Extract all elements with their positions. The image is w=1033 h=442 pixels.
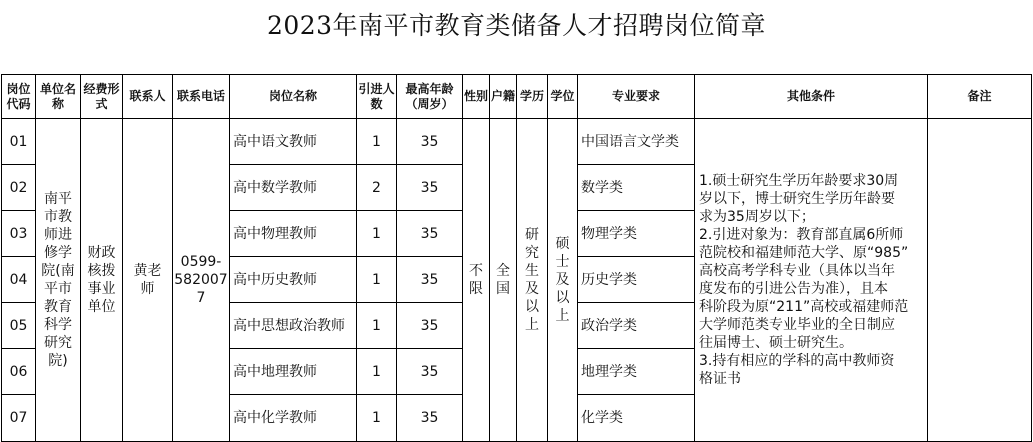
cell-unit (36, 119, 81, 442)
cell-age: 35 (397, 257, 463, 303)
unit-text: 院(南 (41, 263, 75, 279)
cell-count: 1 (357, 349, 397, 395)
unit-text: 科学 (44, 317, 72, 333)
cell-major: 中国语言文学类 (578, 119, 695, 165)
cell-funding (81, 119, 123, 442)
cell-age: 35 (397, 165, 463, 211)
header-other: 其他条件 (695, 75, 928, 119)
cell-age: 35 (397, 211, 463, 257)
cell-education (517, 119, 548, 442)
header-position: 岗位名称 (230, 75, 357, 119)
header-contact: 联系人 (123, 75, 173, 119)
condition-line: 大学师范类专业毕业的全日制应 (699, 317, 895, 333)
unit-text: 教育 (44, 299, 72, 315)
degree-text: 士 (555, 254, 570, 270)
cell-position: 高中语文教师 (230, 119, 357, 165)
header-unit: 单位名称 (36, 75, 81, 119)
education-text: 上 (525, 317, 539, 333)
phone-text: 582007 (174, 272, 228, 288)
cell-gender (463, 119, 490, 442)
unit-text: 南平 (44, 191, 72, 207)
cell-phone (173, 119, 230, 442)
cell-count: 1 (357, 303, 397, 349)
phone-text: 0599- (180, 254, 222, 270)
header-degree: 学位 (548, 75, 578, 119)
header-gender: 性别 (463, 75, 490, 119)
header-remark: 备注 (928, 75, 1032, 119)
header-major: 专业要求 (578, 75, 695, 119)
education-text: 及 (525, 281, 539, 297)
degree-text: 及 (555, 272, 570, 288)
cell-position: 高中物理教师 (230, 211, 357, 257)
education-text: 以 (525, 299, 539, 315)
cell-major: 历史学类 (578, 257, 695, 303)
cell-count: 1 (357, 119, 397, 165)
cell-position: 高中思想政治教师 (230, 303, 357, 349)
header-funding: 经费形式 (81, 75, 123, 119)
condition-line: 岁以下，博士研究生学历年龄要 (699, 191, 895, 207)
condition-line: 3.持有相应的学科的高中教师资 (699, 353, 895, 369)
education-text: 生 (525, 263, 539, 279)
gender-text: 限 (469, 281, 483, 297)
cell-remark (928, 119, 1032, 442)
cell-code: 07 (2, 395, 36, 442)
unit-text: 院) (48, 353, 68, 369)
education-text: 研 (525, 227, 539, 243)
cell-degree (548, 119, 578, 442)
cell-major: 化学类 (578, 395, 695, 442)
header-code: 岗位代码 (2, 75, 36, 119)
header-education: 学历 (517, 75, 548, 119)
unit-text: 修学 (44, 245, 72, 261)
contact-text: 师 (140, 281, 155, 297)
unit-text: 市教 (44, 209, 72, 225)
condition-line: 2.引进对象为：教育部直属6所师 (699, 227, 904, 243)
cell-code: 05 (2, 303, 36, 349)
cell-position: 高中地理教师 (230, 349, 357, 395)
cell-position: 高中数学教师 (230, 165, 357, 211)
phone-text: 7 (196, 290, 206, 306)
cell-other-conditions (695, 119, 928, 442)
condition-line: 格证书 (699, 371, 741, 387)
page-title: 2023年南平市教育类储备人才招聘岗位简章 (266, 11, 767, 40)
cell-major: 数学类 (578, 165, 695, 211)
cell-age: 35 (397, 395, 463, 442)
cell-major: 地理学类 (578, 349, 695, 395)
cell-count: 1 (357, 395, 397, 442)
contact-text: 黄老 (133, 263, 162, 279)
cell-contact (123, 119, 173, 442)
cell-age: 35 (397, 349, 463, 395)
header-hukou: 户籍 (490, 75, 517, 119)
cell-code: 03 (2, 211, 36, 257)
recruitment-table (1, 74, 1032, 442)
header-row (2, 75, 1032, 119)
degree-text: 以 (555, 290, 570, 306)
cell-code: 02 (2, 165, 36, 211)
unit-text: 平市 (44, 281, 72, 297)
cell-major: 物理学类 (578, 211, 695, 257)
condition-line: 求为35周岁以下； (699, 209, 815, 225)
degree-text: 硕 (555, 236, 570, 252)
cell-hukou (490, 119, 517, 442)
condition-line: 范院校和福建师范大学、原“985” (699, 245, 909, 261)
cell-code: 01 (2, 119, 36, 165)
cell-position: 高中历史教师 (230, 257, 357, 303)
table-row (2, 119, 1032, 165)
degree-text: 上 (555, 308, 570, 324)
cell-code: 06 (2, 349, 36, 395)
condition-line: 度发布的引进公告为准），且本 (699, 281, 888, 297)
cell-position: 高中化学教师 (230, 395, 357, 442)
header-phone: 联系电话 (173, 75, 230, 119)
header-age: 最高年龄（周岁） (397, 75, 463, 119)
unit-text: 研究 (44, 335, 72, 351)
cell-count: 1 (357, 257, 397, 303)
condition-line: 往届博士、硕士研究生。 (699, 335, 853, 351)
condition-line: 高校高考学科专业（具体以当年 (699, 263, 895, 279)
condition-line: 科阶段为原“211”高校或福建师范 (699, 299, 909, 315)
funding-text: 事业 (87, 281, 116, 297)
cell-age: 35 (397, 119, 463, 165)
cell-count: 2 (357, 165, 397, 211)
funding-text: 财政 (87, 245, 116, 261)
hukou-text: 全 (496, 263, 510, 279)
header-count: 引进人数 (357, 75, 397, 119)
funding-text: 单位 (87, 299, 116, 315)
unit-text: 师进 (44, 227, 72, 243)
cell-major: 政治学类 (578, 303, 695, 349)
education-text: 究 (525, 245, 539, 261)
cell-count: 1 (357, 211, 397, 257)
cell-age: 35 (397, 303, 463, 349)
condition-line: 1.硕士研究生学历年龄要求30周 (699, 173, 899, 189)
gender-text: 不 (469, 263, 483, 279)
funding-text: 核拨 (87, 263, 116, 279)
hukou-text: 国 (496, 281, 510, 297)
cell-code: 04 (2, 257, 36, 303)
